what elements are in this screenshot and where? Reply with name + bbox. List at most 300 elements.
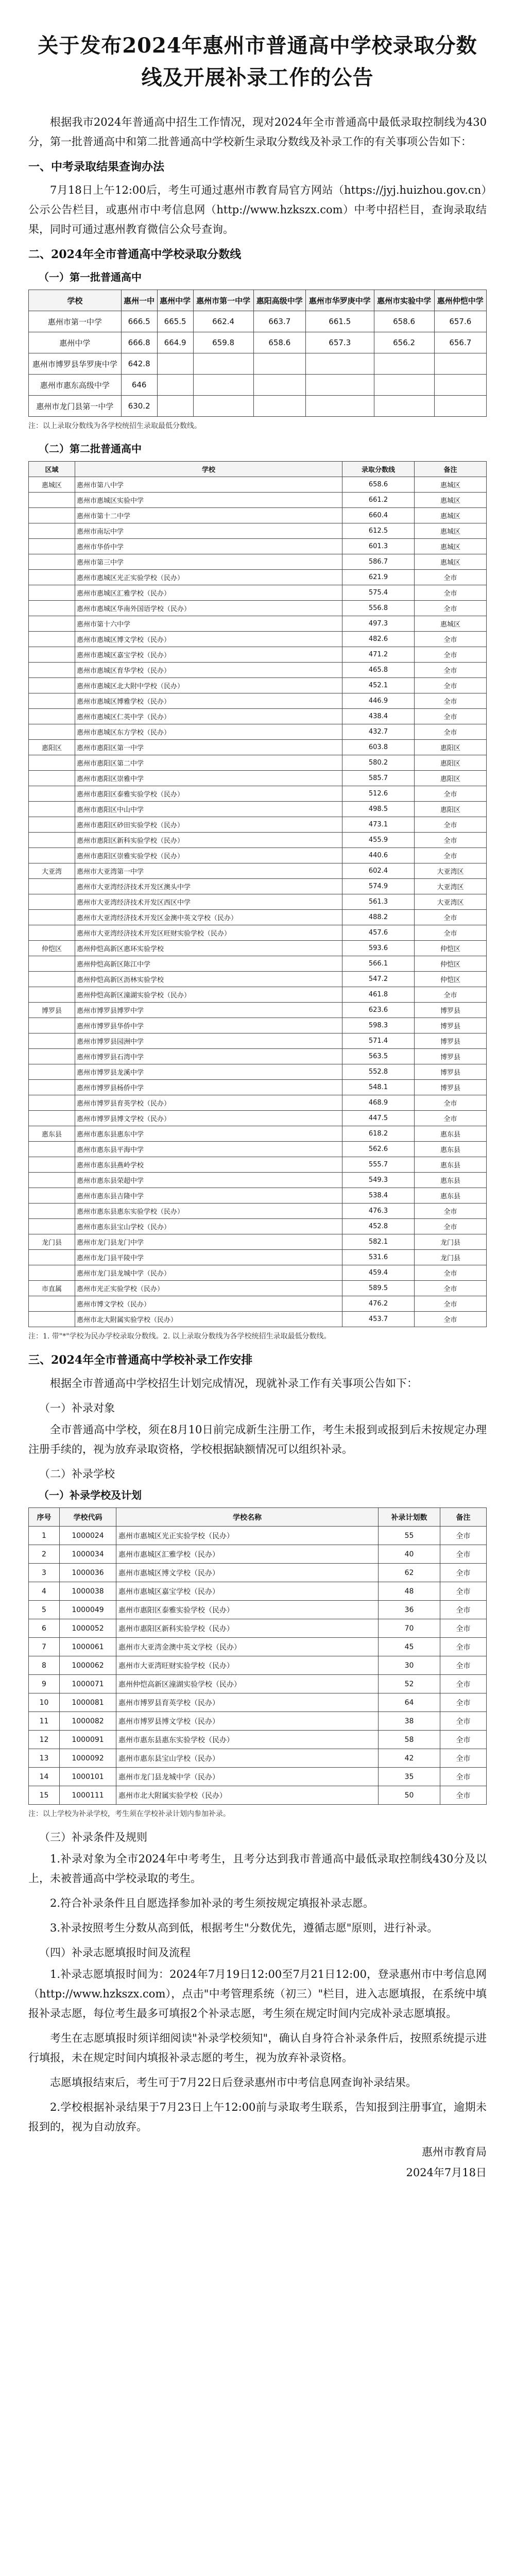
table-cell: 惠州市惠阳区新科实验学校（民办） [75, 833, 342, 848]
table-cell [434, 375, 486, 396]
table-cell: 惠州市惠城区北大附中学校（民办） [75, 678, 342, 693]
table-cell [157, 375, 193, 396]
table-cell [29, 709, 75, 724]
table-cell: 62 [379, 1564, 440, 1582]
table-cell: 惠州市博罗县杨侨中学 [75, 1080, 342, 1095]
table-row [29, 771, 487, 786]
subsection-target: （一）补录对象 [39, 1402, 115, 1414]
table-cell: 博罗县 [415, 1049, 487, 1064]
table-row [29, 1693, 487, 1712]
table-cell: 1000081 [60, 1693, 116, 1712]
table-row [29, 554, 487, 570]
table-cell: 惠东县 [415, 1126, 487, 1142]
table-cell [374, 396, 434, 417]
table-cell: 惠州市惠阳区崇雅实验学校（民办） [75, 848, 342, 863]
table-cell: 14 [29, 1768, 60, 1786]
table-cell: 惠州市惠东县吉隆中学 [75, 1188, 342, 1204]
column-header: 学校 [75, 462, 342, 477]
column-header: 惠州仲恺中学 [434, 290, 486, 311]
table-cell: 623.6 [342, 1003, 415, 1018]
subsection-schools: （二）补录学校 [39, 1468, 115, 1480]
table-cell: 惠东县 [415, 1188, 487, 1204]
table-cell: 1000062 [60, 1656, 116, 1675]
table-cell: 惠州市博罗县华侨中学 [75, 1018, 342, 1033]
table-cell: 全市 [415, 570, 487, 585]
table-row [29, 1219, 487, 1234]
table-cell: 42 [379, 1749, 440, 1768]
table-cell: 64 [379, 1693, 440, 1712]
table-cell [29, 1157, 75, 1173]
table-cell [29, 1080, 75, 1095]
table-row [29, 332, 487, 353]
table-cell: 575.4 [342, 585, 415, 601]
table-row [29, 833, 487, 848]
table-row [29, 1768, 487, 1786]
table-cell: 惠州市大亚湾经济技术开发区金澳中英文学校（民办） [75, 910, 342, 925]
table-cell [29, 647, 75, 663]
table-cell [29, 554, 75, 570]
table-cell: 40 [379, 1545, 440, 1564]
table-cell: 656.2 [374, 332, 434, 353]
table-cell [29, 1296, 75, 1312]
table-cell: 大亚湾 [29, 863, 75, 879]
flow-paragraph-2: 考生在志愿填报时须详细阅读"补录学校须知"，确认自身符合补录条件后，按照系统提示进行填报，未在规定时间内填报补录志愿的考生，视为放弃补录资格。 [28, 2032, 487, 2064]
table-cell: 6 [29, 1619, 60, 1638]
table-cell: 博罗县 [415, 1064, 487, 1080]
table-cell: 5 [29, 1601, 60, 1619]
table-cell: 全市 [440, 1656, 487, 1675]
table-cell [29, 678, 75, 693]
table-cell: 661.5 [305, 311, 374, 332]
section-heading-scores: 二、2024年全市普通高中学校录取分数线 [28, 248, 242, 261]
table-cell: 598.3 [342, 1018, 415, 1033]
table-cell: 1000038 [60, 1582, 116, 1601]
table-cell: 11 [29, 1712, 60, 1731]
table-cell: 全市 [415, 1219, 487, 1234]
second-batch-caption: （二）第二批普通高中 [39, 443, 142, 455]
table-row [29, 1173, 487, 1188]
rule-paragraph-3: 3.补录按照考生分数从高到低，根据考生"分数优先，遵循志愿"原则，进行补录。 [50, 1922, 438, 1934]
table-cell [29, 1173, 75, 1188]
table-row [29, 1564, 487, 1582]
table-cell: 惠东县 [415, 1142, 487, 1157]
table-cell: 1000049 [60, 1601, 116, 1619]
table-cell: 惠阳区 [29, 740, 75, 755]
table-cell: 574.9 [342, 879, 415, 894]
table-cell [29, 632, 75, 647]
table-cell: 惠州市惠东县平海中学 [75, 1142, 342, 1157]
table-cell: 全市 [415, 786, 487, 802]
table-cell: 惠州市龙门县第一中学 [29, 396, 122, 417]
table-cell: 惠州市第十二中学 [75, 508, 342, 523]
supplementary-intro: 根据全市普通高中学校招生计划完成情况，现就补录工作有关事项公告如下： [50, 1377, 418, 1389]
table-cell: 惠东县 [415, 1173, 487, 1188]
table-cell: 惠州市惠城区嘉宝学校（民办） [75, 647, 342, 663]
table-cell [29, 987, 75, 1003]
table-cell: 大亚湾区 [415, 879, 487, 894]
table-cell: 惠州市博罗县博文学校（民办） [116, 1712, 379, 1731]
table-row [29, 1527, 487, 1545]
table-cell: 惠州市惠城区汇雅学校（民办） [116, 1545, 379, 1564]
table-cell: 惠州市惠阳区泰雅实验学校（民办） [116, 1601, 379, 1619]
table-cell: 惠城区 [415, 539, 487, 554]
table-cell: 全市 [440, 1768, 487, 1786]
table-cell [29, 972, 75, 987]
table-cell: 惠阳区 [415, 802, 487, 817]
table-cell [253, 375, 305, 396]
table-cell [29, 1111, 75, 1126]
table-row [29, 1638, 487, 1656]
table-cell: 全市 [415, 1111, 487, 1126]
table-cell: 全市 [415, 678, 487, 693]
table-cell: 全市 [415, 817, 487, 833]
table-cell [29, 1188, 75, 1204]
table-cell: 全市 [415, 1312, 487, 1327]
column-header: 惠州市实验中学 [374, 290, 434, 311]
table-cell: 惠州市惠阳区第一中学 [75, 740, 342, 755]
supplementary-plan-table [28, 1507, 487, 1805]
table-cell: 658.6 [342, 477, 415, 493]
table-cell: 571.4 [342, 1033, 415, 1049]
table-row [29, 539, 487, 554]
table-cell [29, 663, 75, 678]
table-cell: 惠州市博文学校（民办） [75, 1296, 342, 1312]
table-row [29, 709, 487, 724]
table-row [29, 1675, 487, 1693]
table-cell [305, 375, 374, 396]
table-cell: 全市 [440, 1582, 487, 1601]
table-cell: 仲恺区 [415, 956, 487, 972]
table-cell: 13 [29, 1749, 60, 1768]
column-header: 区域 [29, 462, 75, 477]
column-header: 学校名称 [116, 1508, 379, 1527]
table-cell: 552.8 [342, 1064, 415, 1080]
table-row [29, 396, 487, 417]
table-cell: 惠州市惠城区博雅学校（民办） [75, 693, 342, 709]
table-cell: 惠州市惠城区光正实验学校（民办） [116, 1527, 379, 1545]
table-row [29, 1157, 487, 1173]
table-cell: 461.8 [342, 987, 415, 1003]
signature-date: 2024年7月18日 [406, 2166, 487, 2179]
table-cell: 452.8 [342, 1219, 415, 1234]
table-cell: 博罗县 [415, 1080, 487, 1095]
table-row [29, 1003, 487, 1018]
table-cell: 惠州仲恺高新区潼湖实验学校（民办） [75, 987, 342, 1003]
table-cell: 601.3 [342, 539, 415, 554]
table-cell: 博罗县 [29, 1003, 75, 1018]
table-cell: 惠州市惠城区博文学校（民办） [75, 632, 342, 647]
table-cell: 惠州仲恺高新区陈江中学 [75, 956, 342, 972]
table-row [29, 724, 487, 740]
table-cell: 龙门县 [415, 1250, 487, 1265]
table-cell [29, 1312, 75, 1327]
first-batch-caption: （一）第一批普通高中 [39, 271, 142, 283]
table-cell: 556.8 [342, 601, 415, 616]
table-cell [157, 353, 193, 375]
table-cell: 50 [379, 1786, 440, 1805]
table-row [29, 1234, 487, 1250]
table-cell: 惠州市惠城区东方学校（民办） [75, 724, 342, 740]
table-cell: 全市 [440, 1527, 487, 1545]
table-cell: 全市 [415, 1265, 487, 1281]
table-cell: 全市 [415, 987, 487, 1003]
table-cell: 666.8 [121, 332, 157, 353]
table-cell: 惠州市惠阳区砂田实验学校（民办） [75, 817, 342, 833]
table-cell [29, 1142, 75, 1157]
table-cell: 1000101 [60, 1768, 116, 1786]
table-cell [29, 724, 75, 740]
table-cell: 8 [29, 1656, 60, 1675]
table-cell: 全市 [415, 1204, 487, 1219]
table-cell: 58 [379, 1731, 440, 1749]
table-cell: 589.5 [342, 1281, 415, 1296]
table-cell: 惠州市惠东县惠东实验学校（民办） [75, 1204, 342, 1219]
table-cell: 惠城区 [415, 477, 487, 493]
table-row [29, 1281, 487, 1296]
table-header-row [29, 290, 487, 311]
table-cell: 全市 [415, 910, 487, 925]
table-cell: 455.9 [342, 833, 415, 848]
table-cell [29, 493, 75, 508]
table-cell: 惠阳区 [415, 740, 487, 755]
table-cell [434, 353, 486, 375]
table-cell: 656.7 [434, 332, 486, 353]
table-cell: 惠州市惠城区仁英中学（民办） [75, 709, 342, 724]
table-cell: 618.2 [342, 1126, 415, 1142]
table-cell [29, 1265, 75, 1281]
table-cell: 全市 [415, 925, 487, 941]
table-cell [29, 771, 75, 786]
table-cell: 惠州市惠东高级中学 [29, 375, 122, 396]
table-cell [305, 396, 374, 417]
table-cell: 惠州市龙门县龙城中学（民办） [75, 1265, 342, 1281]
table-row [29, 1188, 487, 1204]
table-cell: 惠州市博罗县龙溪中学 [75, 1064, 342, 1080]
table-cell [29, 1204, 75, 1219]
table-cell: 全市 [415, 709, 487, 724]
table-cell: 惠城区 [415, 523, 487, 539]
table-cell: 惠州市龙门县龙城中学（民办） [116, 1768, 379, 1786]
table-cell: 660.4 [342, 508, 415, 523]
section-heading-supplementary: 三、2024年全市普通高中学校补录工作安排 [28, 1353, 253, 1367]
table-cell [157, 396, 193, 417]
table-cell: 博罗县 [415, 1033, 487, 1049]
table-cell [29, 925, 75, 941]
table-cell [193, 396, 253, 417]
table-row [29, 941, 487, 956]
table-cell: 惠州市大亚湾金澳中英文学校（民办） [116, 1638, 379, 1656]
table-cell: 476.3 [342, 1204, 415, 1219]
table-row [29, 616, 487, 632]
column-header: 惠州市华罗庚中学 [305, 290, 374, 311]
table-cell: 438.4 [342, 709, 415, 724]
table-cell: 龙门县 [29, 1234, 75, 1250]
table-cell: 659.8 [193, 332, 253, 353]
table-cell: 惠州市博罗县博文学校（民办） [75, 1111, 342, 1126]
second-batch-note: 注：1. 带"*"学校为民办学校录取分数线。2. 以上录取分数线为各学校统招生录取最低分数线。 [28, 1332, 331, 1341]
rule-paragraph-2: 2.符合补录条件且自愿选择参加补录的考生须按规定填报补录志愿。 [50, 1897, 374, 1909]
table-cell: 580.2 [342, 755, 415, 771]
table-cell: 惠东县 [415, 1157, 487, 1173]
table-cell [29, 601, 75, 616]
supplementary-table-note: 注：以上学校为补录学校，考生须在学校补录计划内参加补录。 [28, 1810, 230, 1818]
table-cell: 惠城区 [415, 508, 487, 523]
table-row [29, 311, 487, 332]
table-cell: 全市 [440, 1638, 487, 1656]
column-header: 惠阳高级中学 [253, 290, 305, 311]
table-cell: 452.1 [342, 678, 415, 693]
table-cell: 惠阳区 [415, 771, 487, 786]
table-cell: 惠州市惠东县宝山学校（民办） [75, 1219, 342, 1234]
table-cell: 全市 [440, 1545, 487, 1564]
table-cell: 482.6 [342, 632, 415, 647]
table-cell [29, 1018, 75, 1033]
table-cell: 惠州市博罗县华罗庚中学 [29, 353, 122, 375]
table-cell: 惠州市惠阳区第二中学 [75, 755, 342, 771]
table-cell: 2 [29, 1545, 60, 1564]
table-row [29, 1619, 487, 1638]
table-cell: 38 [379, 1712, 440, 1731]
column-header: 备注 [440, 1508, 487, 1527]
table-cell: 全市 [415, 1281, 487, 1296]
column-header: 惠州中学 [157, 290, 193, 311]
table-row [29, 786, 487, 802]
table-cell [29, 910, 75, 925]
table-cell: 12 [29, 1731, 60, 1749]
table-cell: 561.3 [342, 894, 415, 910]
table-cell: 1000024 [60, 1527, 116, 1545]
table-cell: 48 [379, 1582, 440, 1601]
rule-paragraph-1: 1.补录对象为全市2024年中考考生，且考分达到我市普通高中最低录取控制线430分及以上，未被普通高中学校录取的考生。 [28, 1853, 487, 1885]
table-cell: 惠州市华侨中学 [75, 539, 342, 554]
table-row [29, 353, 487, 375]
table-cell: 惠城区 [415, 616, 487, 632]
table-cell: 30 [379, 1656, 440, 1675]
table-cell [374, 375, 434, 396]
signature-org: 惠州市教育局 [422, 2146, 487, 2158]
table-cell: 612.5 [342, 523, 415, 539]
table-cell: 7 [29, 1638, 60, 1656]
table-row [29, 1250, 487, 1265]
table-cell [29, 1095, 75, 1111]
table-cell: 全市 [415, 724, 487, 740]
table-row [29, 1049, 487, 1064]
table-cell: 惠州市南坛中学 [75, 523, 342, 539]
table-cell: 1000052 [60, 1619, 116, 1638]
table-cell: 惠州市龙门县平陵中学 [75, 1250, 342, 1265]
table-row [29, 1545, 487, 1564]
table-cell [374, 353, 434, 375]
page-title: 关于发布2024年惠州市普通高中学校录取分数线及开展补录工作的公告 [38, 33, 477, 90]
table-cell: 惠州市惠东县惠东实验学校（民办） [116, 1731, 379, 1749]
table-cell: 471.2 [342, 647, 415, 663]
table-cell [29, 786, 75, 802]
table-cell: 1000111 [60, 1786, 116, 1805]
table-row [29, 693, 487, 709]
table-row [29, 1142, 487, 1157]
flow-paragraph-4: 2.学校根据补录结果于7月23日上午12:00前与录取考生联系，告知报到注册事宜，逾期未报到的，视为自动放弃。 [28, 2101, 487, 2133]
table-cell: 惠州仲恺高新区沥林实验学校 [75, 972, 342, 987]
table-cell: 龙门县 [415, 1234, 487, 1250]
table-cell: 大亚湾区 [415, 863, 487, 879]
table-row [29, 956, 487, 972]
column-header: 学校代码 [60, 1508, 116, 1527]
table-header-row [29, 1508, 487, 1527]
table-cell: 488.2 [342, 910, 415, 925]
table-cell: 658.6 [253, 332, 305, 353]
table-cell: 惠州市博罗县育英学校（民办） [116, 1693, 379, 1712]
table-cell [29, 585, 75, 601]
table-cell: 博罗县 [415, 1003, 487, 1018]
table-cell [29, 570, 75, 585]
table-cell: 538.4 [342, 1188, 415, 1204]
table-cell: 582.1 [342, 1234, 415, 1250]
table-row [29, 1296, 487, 1312]
table-cell: 全市 [415, 585, 487, 601]
table-cell: 惠州市博罗县育英学校（民办） [75, 1095, 342, 1111]
table-cell: 663.7 [253, 311, 305, 332]
table-cell: 657.3 [305, 332, 374, 353]
table-cell: 586.7 [342, 554, 415, 570]
table-cell: 555.7 [342, 1157, 415, 1173]
table-cell: 全市 [415, 693, 487, 709]
table-row [29, 755, 487, 771]
table-cell: 惠州市北大附属实验学校（民办） [116, 1786, 379, 1805]
table-row [29, 987, 487, 1003]
table-cell: 全市 [440, 1693, 487, 1712]
subsection-rules: （三）补录条件及规则 [39, 1831, 147, 1843]
table-cell: 646 [121, 375, 157, 396]
column-header: 惠州一中 [121, 290, 157, 311]
table-cell: 惠州市第八中学 [75, 477, 342, 493]
table-cell: 全市 [440, 1786, 487, 1805]
table-cell [29, 956, 75, 972]
table-cell [29, 802, 75, 817]
table-cell: 3 [29, 1564, 60, 1582]
table-cell: 惠州市大亚湾经济技术开发区旺财实验学校（民办） [75, 925, 342, 941]
table-cell: 45 [379, 1638, 440, 1656]
table-cell: 惠州市惠东县燕岭学校 [75, 1157, 342, 1173]
table-cell: 惠州市大亚湾经济技术开发区澳头中学 [75, 879, 342, 894]
table-cell [29, 848, 75, 863]
table-row [29, 678, 487, 693]
table-cell: 1000092 [60, 1749, 116, 1768]
table-row [29, 585, 487, 601]
table-row [29, 1064, 487, 1080]
table-cell [29, 693, 75, 709]
table-cell: 惠东县 [29, 1126, 75, 1142]
table-cell: 惠州市惠城区育华学校（民办） [75, 663, 342, 678]
table-row [29, 848, 487, 863]
table-cell: 548.1 [342, 1080, 415, 1095]
table-row [29, 1265, 487, 1281]
table-cell: 惠城区 [415, 554, 487, 570]
table-cell: 惠州市惠城区华南外国语学校（民办） [75, 601, 342, 616]
table-cell: 531.6 [342, 1250, 415, 1265]
table-row [29, 972, 487, 987]
table-cell: 全市 [415, 632, 487, 647]
table-cell: 全市 [440, 1564, 487, 1582]
table-cell: 547.2 [342, 972, 415, 987]
table-cell [29, 879, 75, 894]
table-cell [29, 1064, 75, 1080]
table-cell: 全市 [440, 1619, 487, 1638]
table-cell [29, 508, 75, 523]
table-cell: 惠州市惠阳区泰雅实验学校（民办） [75, 786, 342, 802]
table-cell: 惠州市博罗县园洲中学 [75, 1033, 342, 1049]
table-cell: 1000036 [60, 1564, 116, 1582]
table-cell: 664.9 [157, 332, 193, 353]
